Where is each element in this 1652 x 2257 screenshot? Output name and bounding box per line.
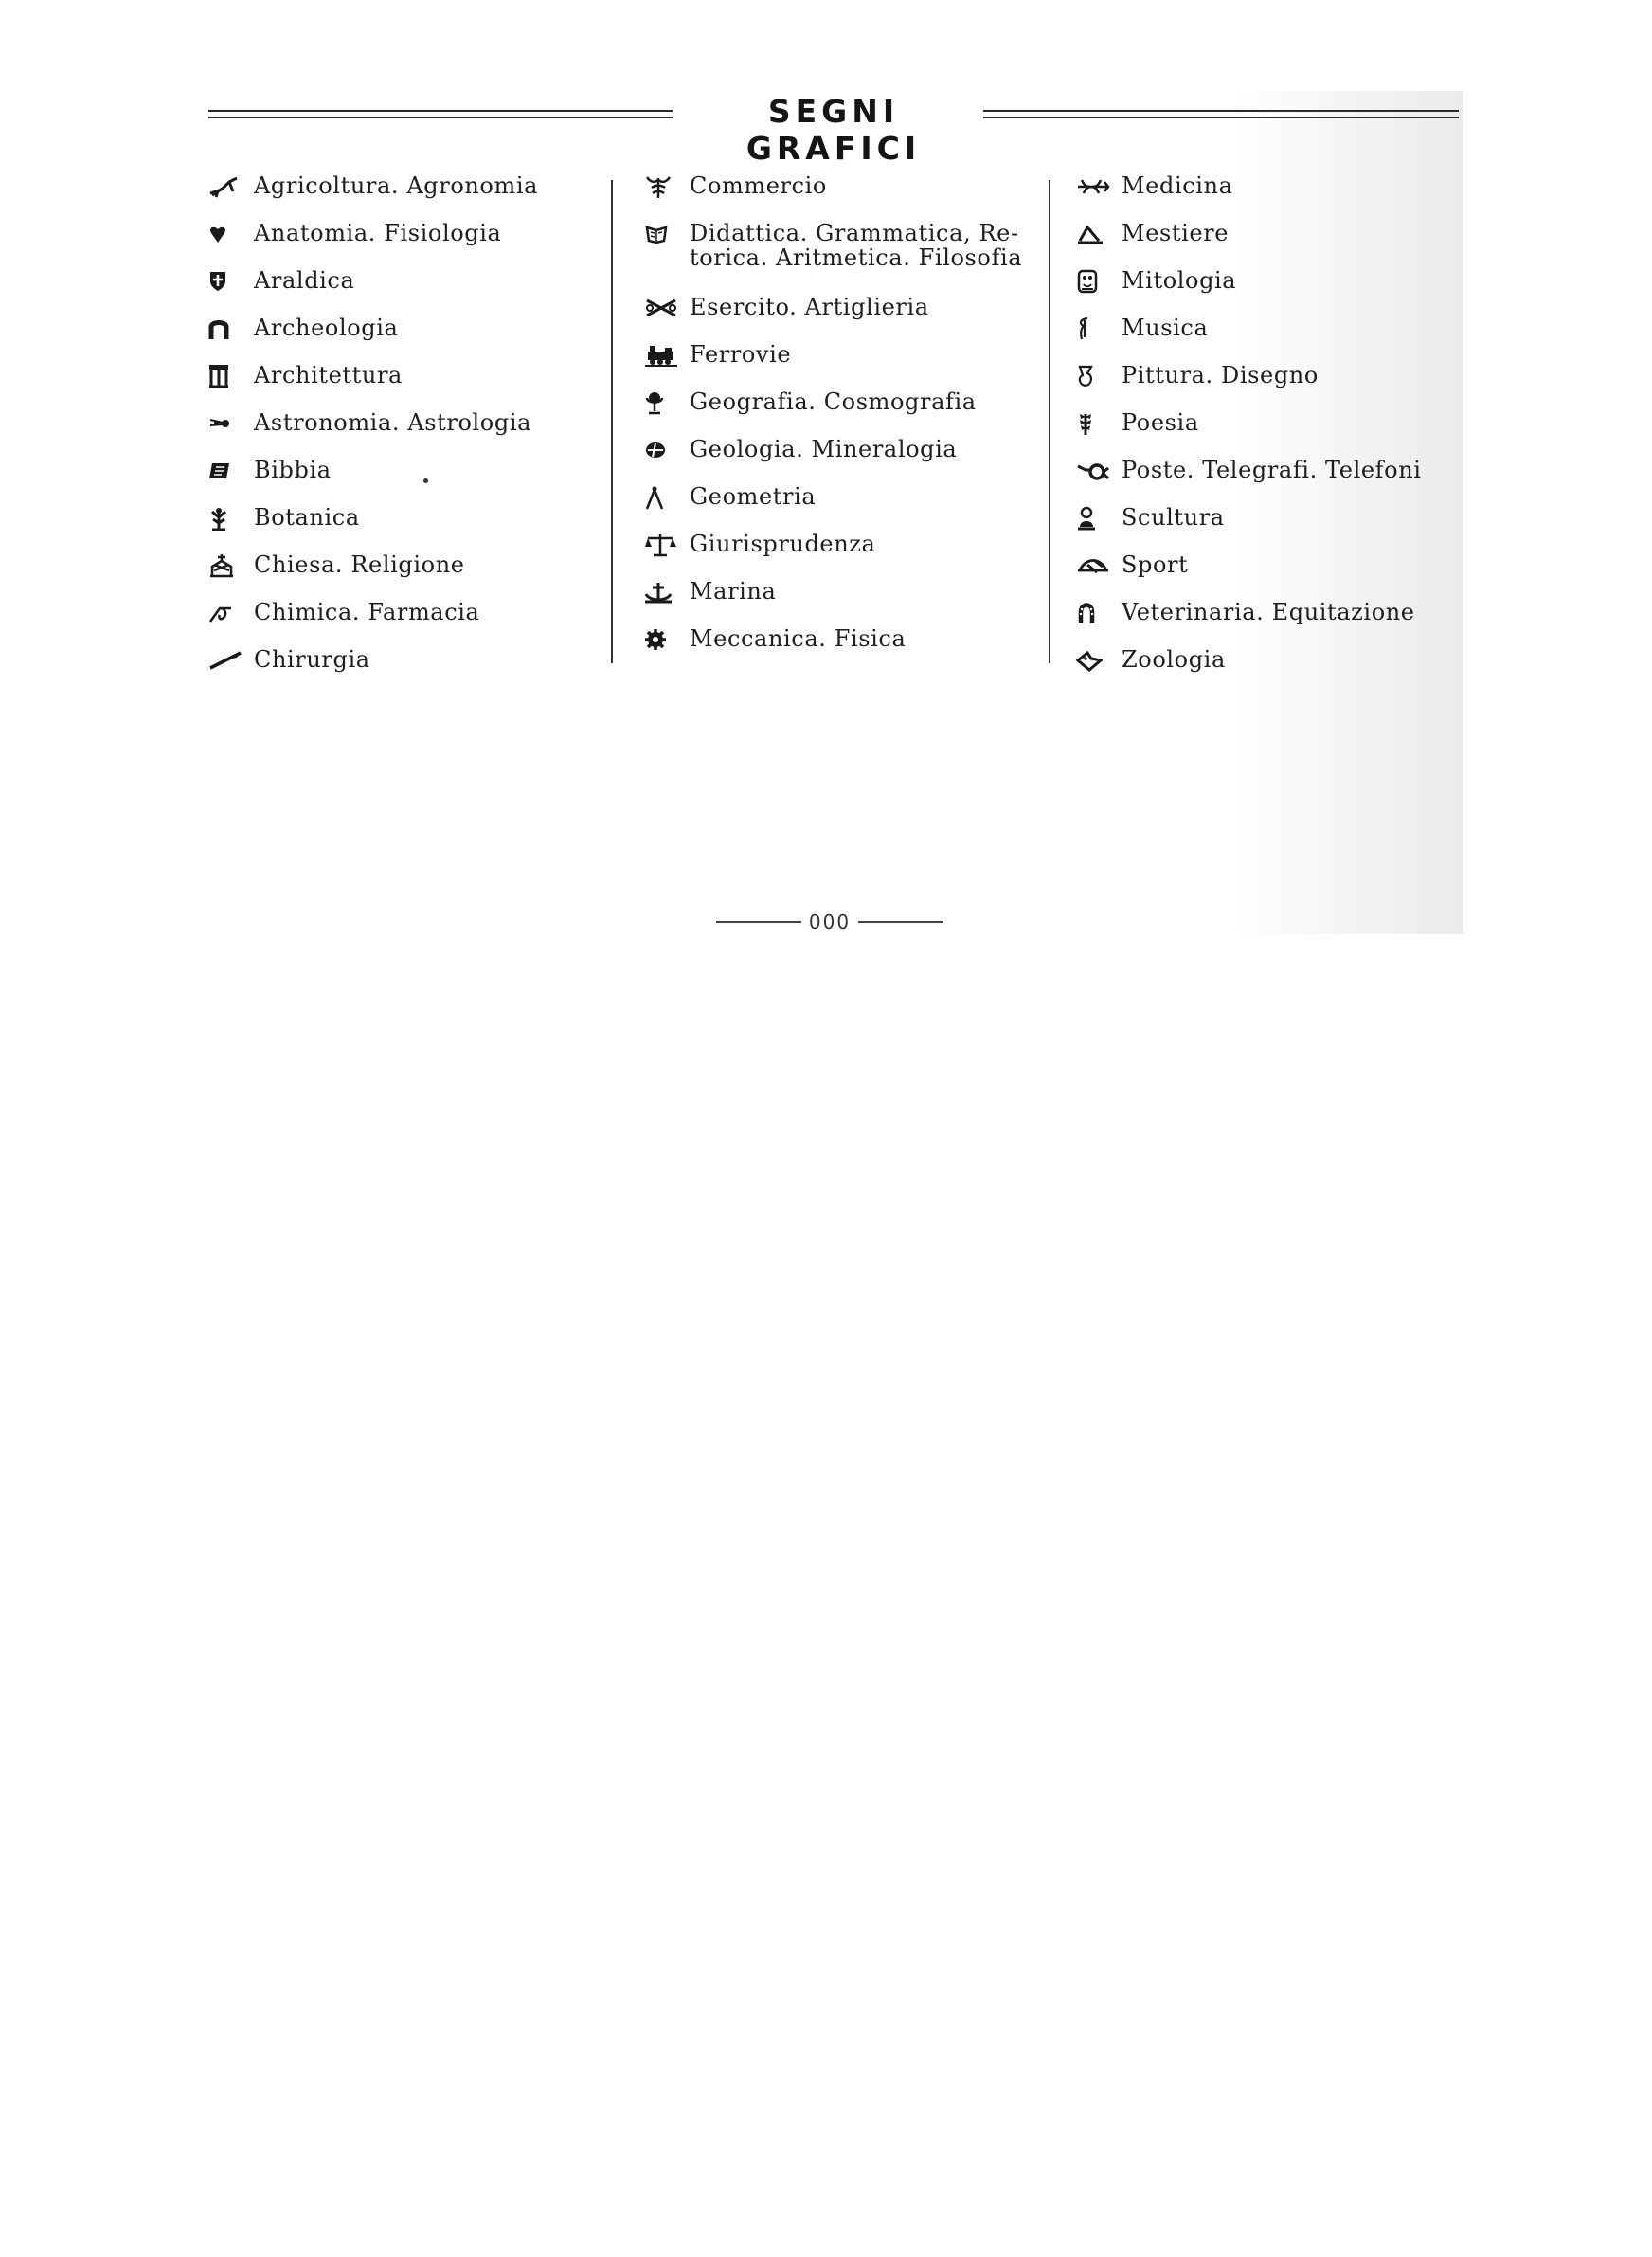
legend-label: Veterinaria. Equitazione	[1122, 599, 1415, 625]
legend-label: Pittura. Disegno	[1122, 362, 1319, 388]
legend-label: Meccanica. Fisica	[690, 625, 907, 652]
lyre-icon	[1076, 315, 1122, 343]
heart-icon	[208, 220, 254, 248]
column-divider	[1049, 180, 1050, 663]
palette-icon	[1076, 362, 1122, 390]
anchor-icon	[644, 578, 690, 606]
legend-label: Chirurgia	[254, 646, 370, 673]
legend-entry	[208, 548, 606, 595]
legend-entry	[644, 432, 1042, 479]
header-rule-left	[208, 110, 673, 118]
legend-entry	[644, 527, 1042, 574]
scales-icon	[644, 531, 690, 559]
legend-entry	[1076, 453, 1474, 500]
compass-icon	[644, 483, 690, 512]
comet-icon	[208, 409, 254, 438]
plow-icon	[208, 172, 254, 201]
legend-entry	[1076, 169, 1474, 216]
legend-column-2	[644, 169, 1042, 669]
legend-label: Anatomia. Fisiologia	[254, 220, 502, 246]
legend-entry	[208, 500, 606, 548]
legend-entry	[208, 406, 606, 453]
legend-entry	[208, 358, 606, 406]
legend-entry	[208, 263, 606, 311]
legend-label	[690, 216, 1022, 270]
legend-label-line-1: Didattica. Grammatica, Re-	[690, 220, 1019, 246]
legend-entry	[644, 290, 1042, 337]
legend-label: Chiesa. Religione	[254, 551, 465, 578]
legend-entry	[644, 169, 1042, 216]
legend-entry	[644, 622, 1042, 669]
column-building-icon	[208, 362, 254, 390]
legend-label: Commercio	[690, 172, 827, 199]
plant-icon	[208, 504, 254, 533]
legend-label: Araldica	[254, 267, 355, 294]
hammer-icon	[1076, 220, 1122, 248]
footer-rule-right	[858, 921, 943, 923]
caduceus-icon	[644, 172, 690, 201]
bust-icon	[1076, 504, 1122, 533]
legend-entry	[208, 169, 606, 216]
legend-label: Geologia. Mineralogia	[690, 436, 958, 462]
legend-label: Botanica	[254, 504, 360, 531]
crossed-swords-icon	[644, 294, 690, 322]
legend-label: Sport	[1122, 551, 1189, 578]
open-book-icon	[644, 220, 690, 248]
legend-entry	[1076, 500, 1474, 548]
legend-label: Scultura	[1122, 504, 1225, 531]
legend-entry	[644, 385, 1042, 432]
legend-entry	[644, 216, 1042, 290]
legend-entry	[208, 642, 606, 690]
legend-label: Marina	[690, 578, 777, 605]
legend-entry	[644, 337, 1042, 385]
legend-label: Architettura	[254, 362, 403, 388]
scalpel-icon	[208, 646, 254, 675]
legend-label: Zoologia	[1122, 646, 1226, 673]
gear-icon	[644, 625, 690, 654]
legend-entry	[1076, 548, 1474, 595]
legend-entry	[208, 453, 606, 500]
globe-stand-icon	[644, 388, 690, 417]
church-icon	[208, 551, 254, 580]
legend-label: Geometria	[690, 483, 817, 510]
footer-rule-left	[716, 921, 801, 923]
legend-entry	[208, 595, 606, 642]
legend-label-line-2: torica. Aritmetica. Filosofia	[690, 244, 1023, 271]
legend-label: Astronomia. Astrologia	[254, 409, 532, 436]
column-divider	[611, 180, 613, 663]
rock-icon	[644, 436, 690, 464]
post-horn-icon	[1076, 457, 1122, 485]
legend-entry	[1076, 406, 1474, 453]
legend-entry	[208, 216, 606, 263]
bird-icon	[1076, 646, 1122, 675]
legend-column-1	[208, 169, 606, 690]
caduceus-snake-icon	[1076, 172, 1122, 201]
legend-entry	[644, 574, 1042, 622]
legend-label: Esercito. Artiglieria	[690, 294, 929, 320]
page-header	[208, 91, 1459, 167]
legend-entry	[1076, 642, 1474, 690]
legend-column-3	[1076, 169, 1474, 690]
legend-label: Bibbia	[254, 457, 332, 483]
mask-icon	[1076, 267, 1122, 296]
flask-icon	[208, 599, 254, 627]
legend-label: Archeologia	[254, 315, 399, 341]
laurel-icon	[1076, 409, 1122, 438]
legend-entry	[644, 479, 1042, 527]
arch-icon	[208, 315, 254, 343]
legend-label: Ferrovie	[690, 341, 792, 368]
legend-label: Geografia. Cosmografia	[690, 388, 977, 415]
legend-entry	[208, 311, 606, 358]
header-rule-right	[983, 110, 1459, 118]
page-title: SEGNI GRAFICI	[745, 93, 922, 167]
ball-icon	[1076, 551, 1122, 580]
legend-label: Agricoltura. Agronomia	[254, 172, 539, 199]
print-speck	[423, 478, 428, 483]
legend-label: Medicina	[1122, 172, 1233, 199]
legend-label: Mestiere	[1122, 220, 1230, 246]
train-icon	[644, 341, 690, 370]
legend-label: Musica	[1122, 315, 1209, 341]
page-footer-ornament	[716, 908, 943, 936]
footer-text: 000	[808, 911, 852, 933]
book-icon	[208, 457, 254, 485]
legend-label: Poste. Telegrafi. Telefoni	[1122, 457, 1422, 483]
legend-label: Mitologia	[1122, 267, 1237, 294]
shield-icon	[208, 267, 254, 296]
legend-label: Chimica. Farmacia	[254, 599, 480, 625]
legend-label: Giurisprudenza	[690, 531, 876, 557]
horseshoe-icon	[1076, 599, 1122, 627]
legend-entry	[1076, 311, 1474, 358]
legend-label: Poesia	[1122, 409, 1199, 436]
legend-entry	[1076, 263, 1474, 311]
legend-entry	[1076, 216, 1474, 263]
legend-entry	[1076, 358, 1474, 406]
legend-entry	[1076, 595, 1474, 642]
